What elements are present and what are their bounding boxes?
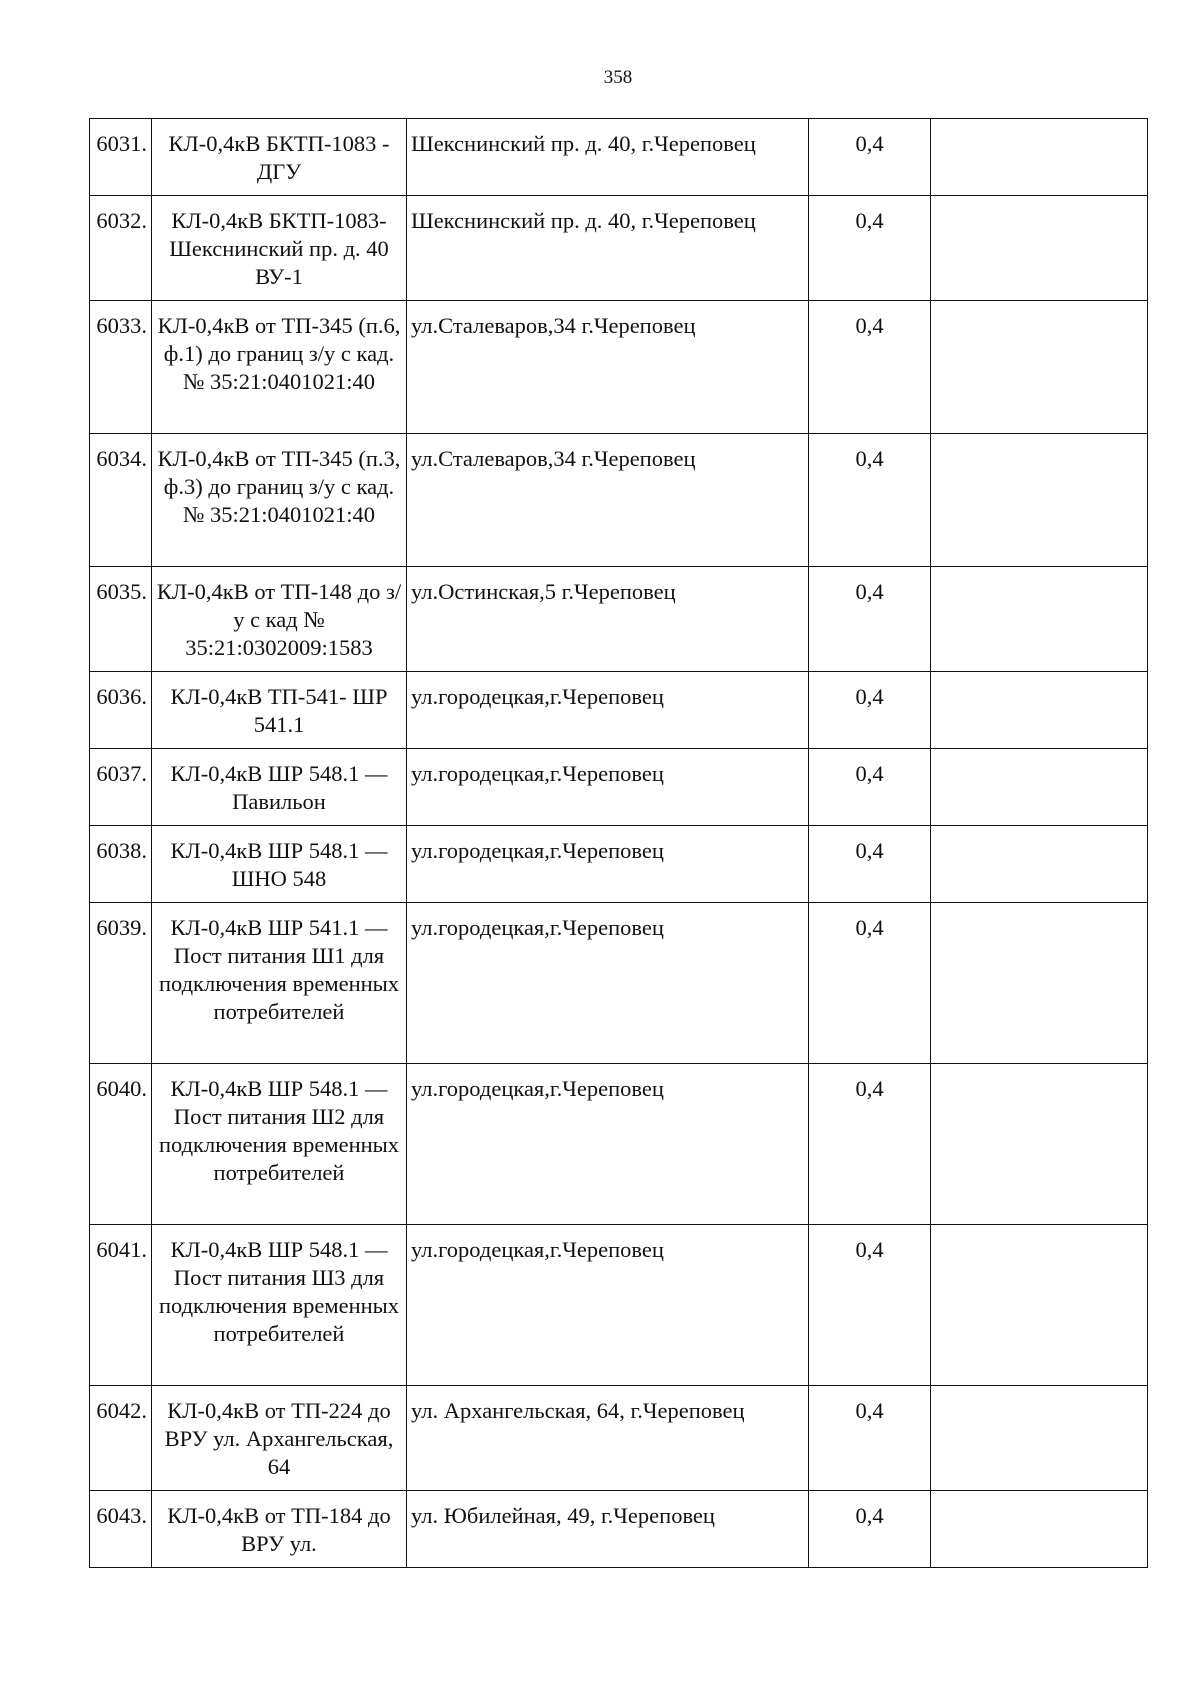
line-name-cell: КЛ-0,4кВ от ТП-345 (п.6, ф.1) до границ з/у с кад. № 35:21:0401021:40 xyxy=(152,301,407,434)
empty-cell xyxy=(931,749,1148,826)
address-cell: ул.городецкая,г.Череповец xyxy=(407,1064,809,1225)
row-number-cell: 6036. xyxy=(90,672,152,749)
voltage-cell: 0,4 xyxy=(809,672,931,749)
address-cell: ул.Сталеваров,34 г.Череповец xyxy=(407,301,809,434)
empty-cell xyxy=(931,301,1148,434)
table-row xyxy=(90,826,1148,903)
table-row xyxy=(90,1386,1148,1491)
empty-cell xyxy=(931,1386,1148,1491)
cable-line-registry-table xyxy=(89,118,1148,1568)
table-row xyxy=(90,672,1148,749)
table-row xyxy=(90,1225,1148,1386)
address-cell: ул.Остинская,5 г.Череповец xyxy=(407,567,809,672)
line-name-cell: КЛ-0,4кВ ШР 541.1 — Пост питания Ш1 для подключения временных потребителей xyxy=(152,903,407,1064)
address-cell: ул.городецкая,г.Череповец xyxy=(407,903,809,1064)
empty-cell xyxy=(931,1491,1148,1568)
page-number: 358 xyxy=(603,67,633,88)
address-cell: ул.городецкая,г.Череповец xyxy=(407,749,809,826)
row-number-cell: 6035. xyxy=(90,567,152,672)
table-row xyxy=(90,434,1148,567)
row-number-cell: 6031. xyxy=(90,119,152,196)
line-name-cell: КЛ-0,4кВ от ТП-184 до ВРУ ул. xyxy=(152,1491,407,1568)
row-number-cell: 6032. xyxy=(90,196,152,301)
table-row xyxy=(90,749,1148,826)
line-name-cell: КЛ-0,4кВ ТП-541- ШР 541.1 xyxy=(152,672,407,749)
line-name-cell: КЛ-0,4кВ ШР 548.1 — Павильон xyxy=(152,749,407,826)
line-name-cell: КЛ-0,4кВ ШР 548.1 — Пост питания Ш3 для подключения временных потребителей xyxy=(152,1225,407,1386)
row-number-cell: 6040. xyxy=(90,1064,152,1225)
table-row xyxy=(90,567,1148,672)
empty-cell xyxy=(931,1064,1148,1225)
table-row xyxy=(90,119,1148,196)
voltage-cell: 0,4 xyxy=(809,196,931,301)
line-name-cell: КЛ-0,4кВ ШР 548.1 — Пост питания Ш2 для подключения временных потребителей xyxy=(152,1064,407,1225)
voltage-cell: 0,4 xyxy=(809,903,931,1064)
row-number-cell: 6038. xyxy=(90,826,152,903)
address-cell: Шекснинский пр. д. 40, г.Череповец xyxy=(407,196,809,301)
line-name-cell: КЛ-0,4кВ от ТП-148 до з/у с кад № 35:21:0302009:1583 xyxy=(152,567,407,672)
voltage-cell: 0,4 xyxy=(809,119,931,196)
voltage-cell: 0,4 xyxy=(809,826,931,903)
row-number-cell: 6043. xyxy=(90,1491,152,1568)
address-cell: Шекснинский пр. д. 40, г.Череповец xyxy=(407,119,809,196)
voltage-cell: 0,4 xyxy=(809,1386,931,1491)
line-name-cell: КЛ-0,4кВ БКТП-1083- Шекснинский пр. д. 40 ВУ-1 xyxy=(152,196,407,301)
empty-cell xyxy=(931,1225,1148,1386)
address-cell: ул. Архангельская, 64, г.Череповец xyxy=(407,1386,809,1491)
line-name-cell: КЛ-0,4кВ ШР 548.1 — ШНО 548 xyxy=(152,826,407,903)
address-cell: ул. Юбилейная, 49, г.Череповец xyxy=(407,1491,809,1568)
table-body xyxy=(90,119,1148,1568)
voltage-cell: 0,4 xyxy=(809,1491,931,1568)
table-row xyxy=(90,1491,1148,1568)
address-cell: ул.Сталеваров,34 г.Череповец xyxy=(407,434,809,567)
table-row xyxy=(90,1064,1148,1225)
row-number-cell: 6037. xyxy=(90,749,152,826)
voltage-cell: 0,4 xyxy=(809,301,931,434)
line-name-cell: КЛ-0,4кВ от ТП-345 (п.3, ф.3) до границ з/у с кад. № 35:21:0401021:40 xyxy=(152,434,407,567)
voltage-cell: 0,4 xyxy=(809,434,931,567)
table-row xyxy=(90,903,1148,1064)
empty-cell xyxy=(931,434,1148,567)
row-number-cell: 6034. xyxy=(90,434,152,567)
empty-cell xyxy=(931,567,1148,672)
row-number-cell: 6041. xyxy=(90,1225,152,1386)
row-number-cell: 6033. xyxy=(90,301,152,434)
address-cell: ул.городецкая,г.Череповец xyxy=(407,1225,809,1386)
voltage-cell: 0,4 xyxy=(809,1225,931,1386)
address-cell: ул.городецкая,г.Череповец xyxy=(407,672,809,749)
row-number-cell: 6039. xyxy=(90,903,152,1064)
empty-cell xyxy=(931,672,1148,749)
table-row xyxy=(90,196,1148,301)
line-name-cell: КЛ-0,4кВ БКТП-1083 - ДГУ xyxy=(152,119,407,196)
voltage-cell: 0,4 xyxy=(809,749,931,826)
empty-cell xyxy=(931,903,1148,1064)
line-name-cell: КЛ-0,4кВ от ТП-224 до ВРУ ул. Архангельская, 64 xyxy=(152,1386,407,1491)
voltage-cell: 0,4 xyxy=(809,567,931,672)
empty-cell xyxy=(931,119,1148,196)
empty-cell xyxy=(931,196,1148,301)
voltage-cell: 0,4 xyxy=(809,1064,931,1225)
row-number-cell: 6042. xyxy=(90,1386,152,1491)
table-row xyxy=(90,301,1148,434)
address-cell: ул.городецкая,г.Череповец xyxy=(407,826,809,903)
empty-cell xyxy=(931,826,1148,903)
